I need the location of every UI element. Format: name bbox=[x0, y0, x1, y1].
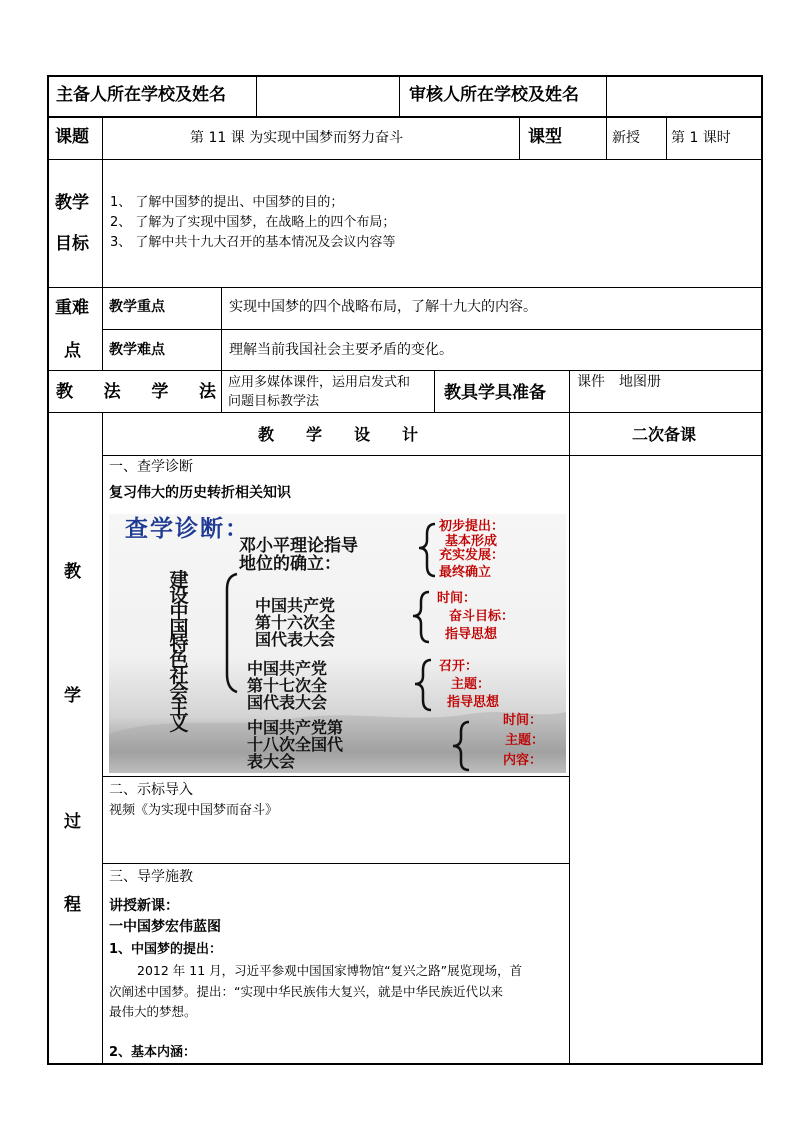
methods-value-line1: 应用多媒体课件，运用启发式和 bbox=[228, 375, 411, 390]
col-divider bbox=[221, 370, 222, 413]
col-divider bbox=[221, 287, 222, 371]
methods-label-char: 学 bbox=[151, 382, 169, 402]
brace-icon bbox=[415, 660, 431, 710]
vertical-char: 义 bbox=[169, 713, 189, 735]
slide-block3-line: 国代表大会 bbox=[247, 693, 328, 712]
section1-subtitle: 复习伟大的历史转折相关知识 bbox=[109, 485, 291, 501]
vertical-char: 国 bbox=[169, 617, 189, 639]
row-divider bbox=[47, 412, 763, 413]
slide-block1-item: 最终确立 bbox=[439, 565, 492, 580]
slide-block4-line: 中国共产党第 bbox=[247, 718, 344, 737]
objective-item: 2、 了解为了实现中国梦，在战略上的四个布局； bbox=[110, 215, 396, 230]
design-header-char: 计 bbox=[401, 425, 418, 444]
subheading-basic-meaning: 2、基本内涵： bbox=[109, 1045, 197, 1060]
process-side-char: 教 bbox=[64, 562, 81, 582]
process-side-char: 程 bbox=[64, 895, 81, 915]
slide-block3-line: 第十七次全 bbox=[247, 676, 328, 695]
section2-title: 二、示标导入 bbox=[109, 782, 193, 798]
vertical-char: 设 bbox=[169, 585, 189, 607]
row-divider bbox=[102, 776, 569, 777]
col-divider bbox=[434, 370, 435, 413]
second-prep-header: 二次备课 bbox=[632, 425, 697, 444]
table-border-top bbox=[47, 75, 763, 77]
slide-block2-item: 奋斗目标： bbox=[449, 609, 515, 624]
slide-block1-item: 基本形成 bbox=[445, 534, 498, 549]
col-divider bbox=[399, 75, 400, 117]
slide-block4-item: 主题： bbox=[505, 733, 545, 748]
slide-block1-line1: 邓小平理论指导 bbox=[239, 536, 358, 556]
section1-title: 一、查学诊断 bbox=[109, 459, 193, 475]
difficulty-value: 理解当前我国社会主要矛盾的变化。 bbox=[229, 342, 453, 358]
design-header-char: 学 bbox=[305, 425, 322, 444]
table-border-left bbox=[47, 75, 49, 1065]
keypoints-label-2: 点 bbox=[64, 341, 81, 361]
reviewer-label: 审核人所在学校及姓名 bbox=[409, 85, 579, 105]
row-divider bbox=[102, 863, 569, 864]
process-side-char: 学 bbox=[64, 686, 81, 706]
lesson-type-label: 课型 bbox=[528, 127, 562, 147]
methods-label-char: 法 bbox=[103, 382, 121, 402]
paragraph-line: 最伟大的梦想。 bbox=[109, 1004, 197, 1019]
slide-title: 查学诊断： bbox=[125, 516, 250, 542]
vertical-char: 建 bbox=[169, 569, 189, 591]
objectives-label-1: 教学 bbox=[55, 193, 89, 213]
design-header bbox=[258, 427, 418, 443]
focus-value: 实现中国梦的四个战略布局，了解十九大的内容。 bbox=[229, 299, 537, 315]
vertical-char: 特 bbox=[169, 633, 189, 655]
difficulty-label: 教学难点 bbox=[109, 342, 165, 358]
heading-dream-blueprint: 一中国梦宏伟蓝图 bbox=[109, 919, 221, 935]
row-divider bbox=[47, 159, 763, 160]
col-divider bbox=[102, 412, 103, 1064]
row-divider bbox=[102, 455, 763, 456]
vertical-char: 社 bbox=[169, 665, 189, 687]
methods-value-line2: 问题目标教学法 bbox=[228, 394, 320, 409]
table-border-right bbox=[761, 75, 763, 1065]
slide-block1-line2: 地位的确立： bbox=[239, 554, 341, 574]
paragraph-line: 次阐述中国梦。提出：“实现中华民族伟大复兴，就是中华民族近代以来 bbox=[109, 984, 503, 999]
topic-label: 课题 bbox=[55, 127, 89, 147]
col-divider bbox=[569, 370, 570, 413]
slide-vertical-label bbox=[167, 569, 191, 735]
slide-block2-line: 国代表大会 bbox=[255, 630, 336, 649]
lesson-type-value: 新授 bbox=[612, 130, 640, 146]
period-value: 第 1 课时 bbox=[671, 130, 731, 146]
methods-label-char: 教 bbox=[56, 382, 73, 402]
slide-block2-line: 中国共产党 bbox=[255, 596, 336, 615]
section2-body: 视频《为实现中国梦而奋斗》 bbox=[109, 803, 279, 818]
preparer-label: 主备人所在学校及姓名 bbox=[56, 85, 226, 105]
col-divider bbox=[666, 116, 667, 160]
brace-icon bbox=[227, 574, 237, 692]
col-divider bbox=[606, 75, 607, 117]
brace-icon bbox=[419, 524, 435, 576]
col-divider bbox=[102, 287, 103, 371]
keypoints-label-1: 重难 bbox=[55, 298, 89, 318]
slide-block3-item: 指导思想 bbox=[447, 695, 500, 710]
objective-item: 3、 了解中共十九大召开的基本情况及会议内容等 bbox=[110, 235, 396, 250]
focus-label: 教学重点 bbox=[109, 299, 165, 315]
slide-block3-item: 召开： bbox=[439, 659, 479, 674]
slide-block1-item: 充实发展： bbox=[439, 548, 505, 563]
objectives-label-2: 目标 bbox=[55, 234, 89, 254]
slide-block4-item: 内容： bbox=[503, 753, 543, 768]
slide-block4-item: 时间： bbox=[503, 713, 543, 728]
methods-label-char: 法 bbox=[198, 382, 216, 402]
paragraph-line: 2012 年 11 月，习近平参观中国国家博物馆“复兴之路”展览现场，首 bbox=[137, 963, 523, 978]
row-divider bbox=[102, 329, 763, 330]
methods-label bbox=[56, 384, 216, 401]
col-divider bbox=[102, 159, 103, 288]
new-lesson-label: 讲授新课： bbox=[109, 898, 179, 914]
col-divider bbox=[519, 116, 520, 160]
slide-block2-item: 时间： bbox=[437, 591, 477, 606]
brace-icon bbox=[413, 592, 429, 642]
vertical-char: 中 bbox=[169, 601, 189, 623]
process-side-char: 过 bbox=[64, 812, 81, 832]
topic-value: 第 11 课 为实现中国梦而努力奋斗 bbox=[190, 130, 404, 146]
col-divider bbox=[256, 75, 257, 117]
col-divider bbox=[606, 116, 607, 160]
slide-block3-line: 中国共产党 bbox=[247, 659, 328, 678]
vertical-char: 主 bbox=[169, 697, 189, 719]
vertical-char: 色 bbox=[169, 649, 189, 671]
row-divider bbox=[47, 116, 763, 118]
table-border-bottom bbox=[47, 1063, 763, 1065]
vertical-char: 会 bbox=[169, 681, 189, 703]
design-header-char: 设 bbox=[353, 425, 370, 444]
objective-item: 1、 了解中国梦的提出、中国梦的目的； bbox=[110, 195, 344, 210]
review-slide-image bbox=[109, 514, 566, 773]
tools-label: 教具学具准备 bbox=[444, 383, 546, 403]
col-divider bbox=[569, 412, 570, 1064]
slide-block4-line: 表大会 bbox=[247, 752, 296, 771]
row-divider bbox=[47, 287, 763, 288]
tools-value: 课件 地图册 bbox=[577, 374, 661, 390]
design-header-char: 教 bbox=[258, 425, 275, 444]
slide-block2-item: 指导思想 bbox=[445, 627, 498, 642]
col-divider bbox=[102, 116, 103, 160]
row-divider bbox=[47, 370, 763, 371]
slide-block1-item: 初步提出： bbox=[439, 519, 505, 534]
slide-block2-line: 第十六次全 bbox=[255, 613, 336, 632]
subheading-dream-origin: 1、中国梦的提出： bbox=[109, 942, 223, 957]
section3-title: 三、导学施教 bbox=[109, 869, 193, 885]
slide-block3-item: 主题： bbox=[451, 677, 491, 692]
slide-block4-line: 十八次全国代 bbox=[247, 735, 344, 754]
